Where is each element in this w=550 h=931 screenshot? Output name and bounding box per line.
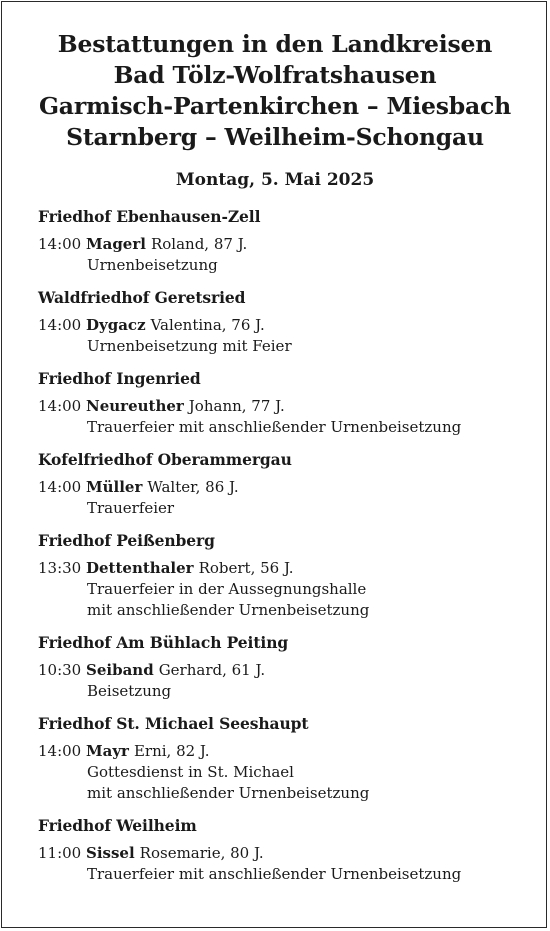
deceased-firstname-age: Robert, 56 J.: [198, 559, 294, 577]
deceased-surname: Dettenthaler: [86, 559, 194, 577]
deceased-surname: Dygacz: [86, 316, 146, 334]
burial-detail: Urnenbeisetzung mit Feier: [87, 337, 292, 355]
burial-time: 14:00: [38, 235, 82, 253]
cemetery-name: Kofelfriedhof Oberammergau: [38, 450, 292, 469]
deceased-surname: Seiband: [86, 661, 154, 679]
burial-entry: [38, 741, 538, 804]
cemetery-name: Friedhof Peißenberg: [38, 531, 215, 550]
cemetery-name: Friedhof Ingenried: [38, 369, 201, 388]
cemetery-name: Friedhof Ebenhausen-Zell: [38, 207, 261, 226]
deceased-firstname-age: Valentina, 76 J.: [150, 316, 265, 334]
burial-entry: [38, 315, 538, 357]
deceased-firstname-age: Roland, 87 J.: [150, 235, 248, 253]
title-line: Garmisch-Partenkirchen – Miesbach: [38, 92, 512, 120]
burial-detail: Beisetzung: [87, 682, 172, 700]
deceased-firstname-age: Johann, 77 J.: [188, 397, 285, 415]
deceased-firstname-age: Walter, 86 J.: [147, 478, 239, 496]
title-line: Starnberg – Weilheim-Schongau: [66, 123, 484, 151]
burial-time: 13:30: [38, 559, 82, 577]
burial-time: 14:00: [38, 397, 82, 415]
burial-detail: Trauerfeier mit anschließender Urnenbeisetzung: [87, 418, 462, 436]
cemetery-list: [38, 206, 538, 896]
burial-detail: Urnenbeisetzung: [87, 256, 218, 274]
deceased-surname: Mayr: [86, 742, 129, 760]
cemetery-block: [38, 632, 538, 702]
deceased-surname: Neureuther: [86, 397, 184, 415]
title-line: Bestattungen in den Landkreisen: [57, 30, 493, 58]
burial-detail: Trauerfeier in der Aussegnungshalle: [87, 580, 367, 598]
cemetery-name: Friedhof Weilheim: [38, 816, 197, 835]
cemetery-block: [38, 815, 538, 885]
burial-entry: [38, 477, 538, 519]
burial-time: 14:00: [38, 316, 82, 334]
deceased-firstname-age: Gerhard, 61 J.: [158, 661, 266, 679]
burial-detail: Gottesdienst in St. Michael: [87, 763, 294, 781]
notice-date: Montag, 5. Mai 2025: [175, 170, 375, 190]
burial-entry: [38, 234, 538, 276]
deceased-surname: Sissel: [86, 844, 135, 862]
deceased-surname: Magerl: [86, 235, 146, 253]
burial-time: 11:00: [38, 844, 82, 862]
burial-time: 14:00: [38, 478, 82, 496]
cemetery-block: [38, 449, 538, 519]
burial-entry: [38, 660, 538, 702]
cemetery-name: Friedhof St. Michael Seeshaupt: [38, 714, 309, 733]
burial-detail: Trauerfeier mit anschließender Urnenbeisetzung: [87, 865, 462, 883]
burial-time: 10:30: [38, 661, 82, 679]
cemetery-block: [38, 287, 538, 357]
cemetery-name: Waldfriedhof Geretsried: [38, 288, 246, 307]
cemetery-block: [38, 206, 538, 276]
burial-entry: [38, 558, 538, 621]
notice-header: [0, 29, 550, 153]
deceased-surname: Müller: [86, 478, 143, 496]
deceased-firstname-age: Erni, 82 J.: [133, 742, 210, 760]
burial-detail: mit anschließender Urnenbeisetzung: [87, 601, 370, 619]
cemetery-name: Friedhof Am Bühlach Peiting: [38, 633, 289, 652]
cemetery-block: [38, 713, 538, 804]
cemetery-block: [38, 530, 538, 621]
burial-detail: mit anschließender Urnenbeisetzung: [87, 784, 370, 802]
burial-entry: [38, 843, 538, 885]
cemetery-block: [38, 368, 538, 438]
title-line: Bad Tölz-Wolfratshausen: [113, 61, 437, 89]
burial-detail: Trauerfeier: [87, 499, 175, 517]
burial-time: 14:00: [38, 742, 82, 760]
deceased-firstname-age: Rosemarie, 80 J.: [139, 844, 264, 862]
burial-entry: [38, 396, 538, 438]
